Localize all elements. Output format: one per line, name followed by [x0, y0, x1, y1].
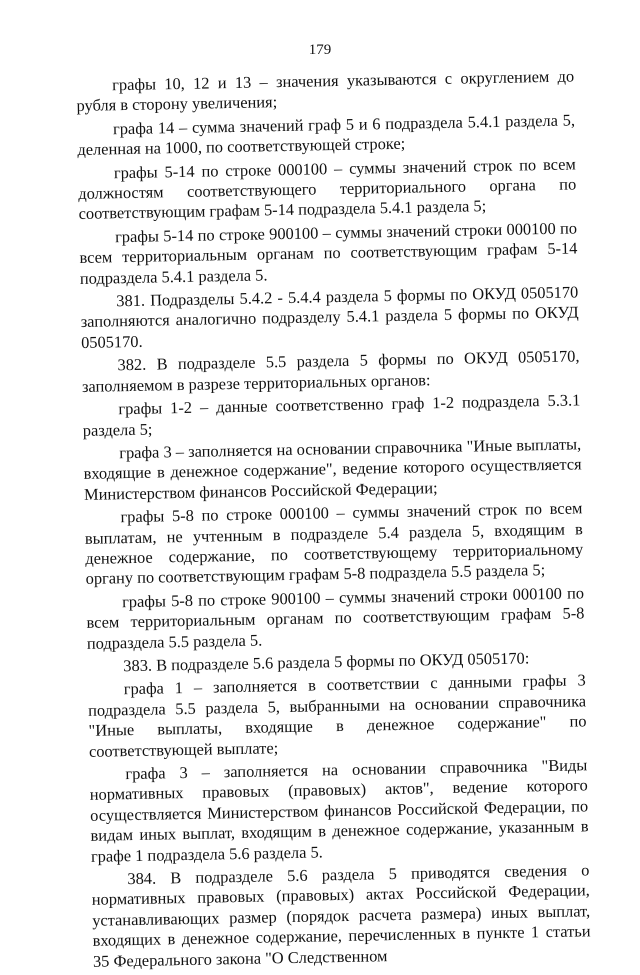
paragraph: графы 5-14 по строке 900100 – суммы значений строки 000100 по всем территориальным органам по соответствующим графам 5-14 подраздела 5.4.1 раздела 5. [79, 218, 578, 288]
paragraph: графа 3 – заполняется на основании справочника "Виды нормативных правовых (правовых) актов", ведение которого осуществляется Министерством финансов Российской Федерации, по видам иных выплат, входящим в денежное содержание, указанным в графе 1 подраздела 5.6 раздела 5. [89, 755, 589, 866]
paragraph: графы 10, 12 и 13 – значения указываются с округлением до рубля в сторону увеличения; [76, 66, 575, 116]
paragraph: графы 5-8 по строке 900100 – суммы значений строки 000100 по всем территориальным органам по соответствующим графам 5-8 подраздела 5.5 раздела 5. [86, 583, 585, 653]
paragraph: графы 5-8 по строке 000100 – суммы значений строк по всем выплатам, не учтенным в подразделе 5.4 раздела 5, входящим в денежное содержание, по соответствующему территориальному органу по соответствующим графам 5-8 подраздела 5.5 раздела 5; [84, 498, 584, 589]
paragraph: 381. Подразделы 5.4.2 - 5.4.4 раздела 5 формы по ОКУД 0505170 заполняются аналогично подразделу 5.4.1 раздела 5 формы по ОКУД 0505170. [80, 282, 579, 352]
paragraph: графа 3 – заполняется на основании справочника "Иные выплаты, входящие в денежное содержание", ведение которого осуществляется Министерством финансов Российской Федерации; [83, 434, 582, 504]
paragraph: графы 1-2 – данные соответственно граф 1-2 подраздела 5.3.1 раздела 5; [82, 390, 581, 440]
paragraph: графа 14 – сумма значений граф 5 и 6 подраздела 5.4.1 раздела 5, деленная на 1000, по соответствующей строке; [77, 110, 576, 160]
paragraph: 382. В подразделе 5.5 раздела 5 формы по ОКУД 0505170, заполняемом в разрезе территориальных органов: [81, 346, 580, 396]
paragraph: 383. В подразделе 5.6 раздела 5 формы по ОКУД 0505170: [123, 648, 530, 676]
paragraph: графа 1 – заполняется в соответствии с данными графы 3 подраздела 5.5 раздела 5, выбранными на основании справочника "Иные выплаты, входящие в денежное содержание" по соответствующей выплате; [87, 670, 587, 761]
paragraph: графы 5-14 по строке 000100 – суммы значений строк по всем должностям соответствующего территориального органа по соответствующим графам 5-14 подраздела 5.4.1 раздела 5; [78, 154, 577, 224]
paragraph: 384. В подразделе 5.6 раздела 5 приводятся сведения о нормативных правовых (правовых) актах Российской Федерации, устанавливающих размер (порядок расчета размера) иных выплат, входящих в денежное содержание, перечисленных в пункте 1 статьи 35 Федерального закона "О Следственном [91, 860, 591, 971]
page-number: 179 [308, 42, 332, 58]
document-body [76, 66, 591, 974]
